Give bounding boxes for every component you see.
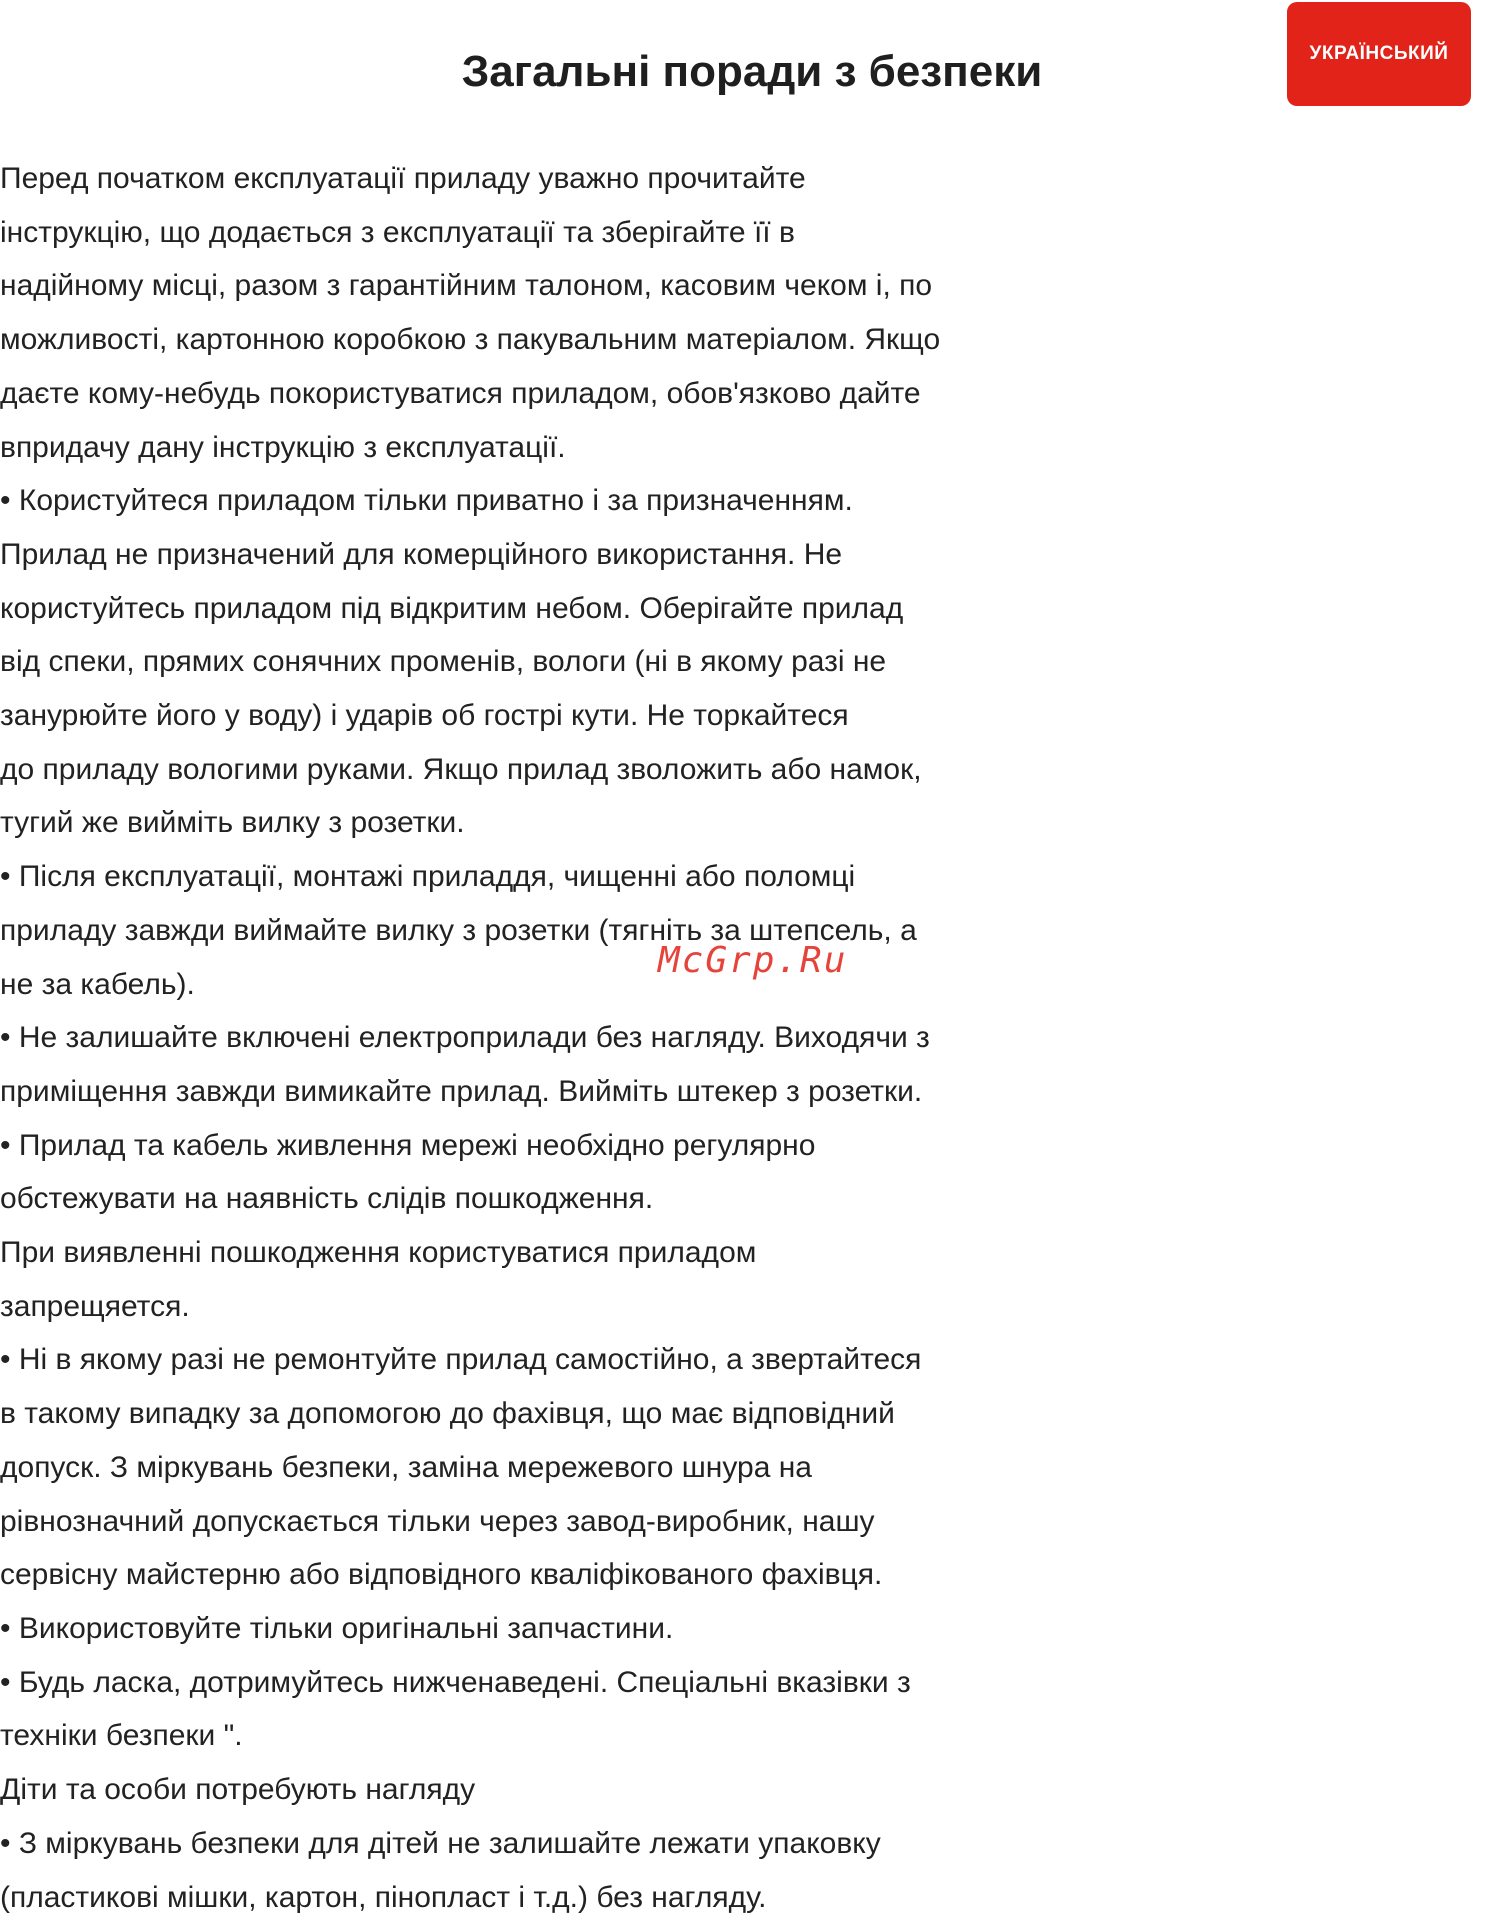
text-line: запрещяется.	[0, 1280, 1504, 1334]
text-line: (пластикові мішки, картон, пінопласт і т.д.) без нагляду.	[0, 1871, 1504, 1924]
watermark: McGrp.Ru	[658, 940, 847, 981]
text-line: • З міркувань безпеки для дітей не залишайте лежати упаковку	[0, 1817, 1504, 1871]
text-line: не за кабель).	[0, 958, 1504, 1012]
language-badge-label: УКРАЇНСЬКИЙ	[1310, 43, 1449, 65]
text-line: в такому випадку за допомогою до фахівця, що має відповідний	[0, 1387, 1504, 1441]
text-line: впридачу дану інструкцію з експлуатації.	[0, 421, 1504, 475]
text-line: користуйтесь приладом під відкритим небом. Оберігайте прилад	[0, 582, 1504, 636]
text-line: • Будь ласка, дотримуйтесь нижченаведені. Спеціальні вказівки з	[0, 1656, 1504, 1710]
text-line: приладу завжди виймайте вилку з розетки (тягніть за штепсель, а	[0, 904, 1504, 958]
text-line: можливості, картонною коробкою з пакувальним матеріалом. Якщо	[0, 313, 1504, 367]
text-line: • Після експлуатації, монтажі приладдя, чищенні або поломці	[0, 850, 1504, 904]
text-line: обстежувати на наявність слідів пошкодження.	[0, 1172, 1504, 1226]
text-line: Прилад не призначений для комерційного використання. Не	[0, 528, 1504, 582]
text-line: надійному місці, разом з гарантійним талоном, касовим чеком і, по	[0, 259, 1504, 313]
text-line: • Користуйтеся приладом тільки приватно і за призначенням.	[0, 474, 1504, 528]
text-line: занурюйте його у воду) і ударів об гострі кути. Не торкайтеся	[0, 689, 1504, 743]
page-title: Загальні поради з безпеки	[0, 44, 1504, 100]
text-line: тугий же вийміть вилку з розетки.	[0, 796, 1504, 850]
text-line: інструкцію, що додається з експлуатації та зберігайте її в	[0, 206, 1504, 260]
text-line: від спеки, прямих сонячних променів, вологи (ні в якому разі не	[0, 635, 1504, 689]
text-line: • Прилад та кабель живлення мережі необхідно регулярно	[0, 1119, 1504, 1173]
text-line: рівнозначний допускається тільки через завод-виробник, нашу	[0, 1495, 1504, 1549]
text-line: до приладу вологими руками. Якщо прилад зволожить або намок,	[0, 743, 1504, 797]
safety-text-block	[0, 152, 1504, 1924]
text-line: При виявленні пошкодження користуватися приладом	[0, 1226, 1504, 1280]
text-line: Перед початком експлуатації приладу уважно прочитайте	[0, 152, 1504, 206]
text-line: • Використовуйте тільки оригінальні запчастини.	[0, 1602, 1504, 1656]
text-line: • Ні в якому разі не ремонтуйте прилад самостійно, а звертайтеся	[0, 1333, 1504, 1387]
text-line: Діти та особи потребують нагляду	[0, 1763, 1504, 1817]
text-line: приміщення завжди вимикайте прилад. Вийміть штекер з розетки.	[0, 1065, 1504, 1119]
text-line: сервісну майстерню або відповідного кваліфікованого фахівця.	[0, 1548, 1504, 1602]
text-line: • Не залишайте включені електроприлади без нагляду. Виходячи з	[0, 1011, 1504, 1065]
text-line: техніки безпеки ".	[0, 1709, 1504, 1763]
text-line: даєте кому-небудь покористуватися приладом, обов'язково дайте	[0, 367, 1504, 421]
text-line: допуск. З міркувань безпеки, заміна мережевого шнура на	[0, 1441, 1504, 1495]
